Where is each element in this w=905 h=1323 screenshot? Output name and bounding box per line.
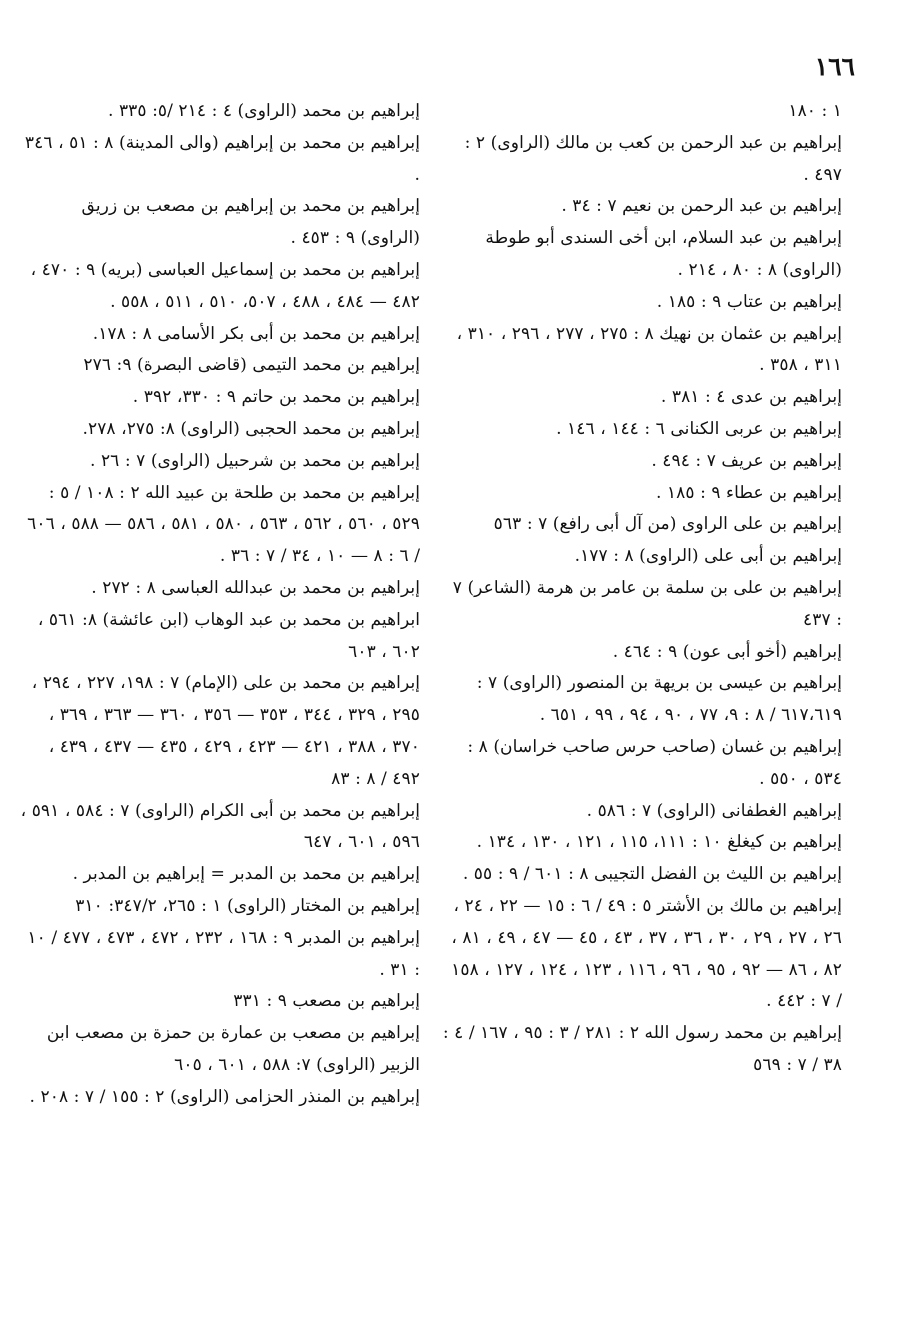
index-entry: إبراهيم بن أبى على (الراوى) ٨ : ١٧٧.	[574, 546, 842, 567]
index-entry: إبراهيم بن محمد بن إسماعيل العباسى (بريه) ٩ : ٤٧٠ ، ٤٨٢ — ٤٨٤ ، ٤٨٨ ، ٥٠٧، ٥١٠ ، ٥١١ ، ٥٥٨ .	[30, 259, 420, 312]
index-entry: إبراهيم بن عثمان بن نهيك ٨ : ٢٧٥ ، ٢٧٧ ، ٢٩٦ ، ٣١٠ ، ٣١١ ، ٣٥٨ .	[456, 323, 842, 376]
index-entry: إبراهيم بن المنذر الحزامى (الراوى) ٢ : ١٥٥ / ٧ : ٢٠٨ .	[29, 1086, 420, 1107]
index-entry: إبراهيم بن محمد بن المدبر = إبراهيم بن المدبر .	[72, 864, 420, 885]
index-entry: إبراهيم بن محمد بن طلحة بن عبيد الله ٢ : ١٠٨ / ٥ : ٥٢٩ ، ٥٦٠ ، ٥٦٢ ، ٥٦٣ ، ٥٨٠ ، ٥٨١ ، ٥٨٦ — ٥٨٨ ، ٦٠٦ / ٦ : ٨ — ١٠ ، ٣٤ / ٧ : ٣٦ .	[27, 482, 420, 567]
index-entry: إبراهيم بن محمد بن أبى الكرام (الراوى) ٧ : ٥٨٤ ، ٥٩١ ، ٥٩٦ ، ٦٠١ ، ٦٤٧	[20, 800, 420, 853]
index-entry: إبراهيم بن محمد التيمى (قاضى البصرة) ٩: ٢٧٦	[83, 355, 420, 376]
index-entry: إبراهيم بن على الراوى (من آل أبى رافع) ٧ : ٥٦٣	[493, 514, 842, 535]
index-column-left	[20, 96, 420, 1114]
index-entry: إبراهيم بن محمد رسول الله ٢ : ٢٨١ / ٣ : ٩٥ ، ١٦٧ / ٤ : ٣٨ / ٧ : ٥٦٩	[442, 1023, 842, 1075]
index-entry: إبراهيم بن عريف ٧ : ٤٩٤ .	[651, 450, 842, 471]
index-entry: إبراهيم بن كيغلغ ١٠ : ١١١، ١١٥ ، ١٢١ ، ١٣٠ ، ١٣٤ .	[476, 832, 842, 853]
index-entry: إبراهيم بن محمد بن على (الإمام) ٧ : ١٩٨، ٢٢٧ ، ٢٩٤ ، ٢٩٥ ، ٣٢٩ ، ٣٤٤ ، ٣٥٣ — ٣٥٦ ، ٣٦٠ — ٣٦٣ ، ٣٦٩ ، ٣٧٠ ، ٣٨٨ ، ٤٢١ — ٤٢٣ ، ٤٢٩ ، ٤٣٥ — ٤٣٧ ، ٤٣٩ ، ٤٩٢ / ٨ : ٨٣	[31, 673, 420, 789]
index-entry: ١ : ١٨٠	[788, 101, 842, 121]
index-entry: إبراهيم بن محمد بن حاتم ٩ : ٣٣٠، ٣٩٢ .	[132, 387, 420, 408]
index-entry: إبراهيم بن محمد بن شرحبيل (الراوى) ٧ : ٢٦ .	[90, 450, 420, 471]
index-entry: إبراهيم بن على بن سلمة بن عامر بن هرمة (الشاعر) ٧ : ٤٣٧	[452, 577, 842, 630]
index-entry: إبراهيم بن محمد (الراوى) ٤ : ٢١٤ /٥: ٣٣٥ .	[108, 101, 420, 121]
index-entry: إبراهيم بن محمد بن إبراهيم بن مصعب بن زريق (الراوى) ٩ : ٤٥٣ .	[81, 196, 420, 249]
index-entry: إبراهيم بن عربى الكنانى ٦ : ١٤٤ ، ١٤٦ .	[556, 418, 842, 439]
index-entry: إبراهيم بن الليث بن الفضل التجيبى ٨ : ٦٠١ / ٩ : ٥٥ .	[462, 864, 842, 885]
index-entry: إبراهيم بن محمد بن أبى بكر الأسامى ٨ : ١٧٨.	[92, 323, 420, 344]
index-entry: إبراهيم بن عتاب ٩ : ١٨٥ .	[656, 291, 842, 312]
index-entry: إبراهيم بن المختار (الراوى) ١ : ٢٦٥، ٣٤٧/٢: ٣١٠	[75, 895, 420, 916]
index-entry: إبراهيم بن عبد الرحمن بن نعيم ٧ : ٣٤ .	[561, 196, 842, 217]
page-number: ١٦٦	[814, 52, 855, 81]
index-column-right	[442, 96, 842, 1082]
index-entry: إبراهيم بن عطاء ٩ : ١٨٥ .	[655, 482, 842, 503]
index-entry: إبراهيم بن محمد بن عبدالله العباسى ٨ : ٢٧٢ .	[91, 577, 420, 598]
index-entry: إبراهيم بن عدى ٤ : ٣٨١ .	[660, 387, 842, 408]
index-entry: إبراهيم بن مصعب بن عمارة بن حمزة بن مصعب ابن الزبير (الراوى) ٧: ٥٨٨ ، ٦٠١ ، ٦٠٥	[46, 1023, 420, 1075]
index-entry: ابراهيم بن محمد بن عبد الوهاب (ابن عائشة) ٨: ٥٦١ ، ٦٠٢ ، ٦٠٣	[37, 609, 420, 662]
index-entry: إبراهيم بن غسان (صاحب حرس صاحب خراسان) ٨ : ٥٣٤ ، ٥٥٠ .	[467, 736, 842, 789]
index-entry: إبراهيم الغطفانى (الراوى) ٧ : ٥٨٦ .	[586, 800, 842, 821]
index-entry: إبراهيم بن محمد بن إبراهيم (والى المدينة) ٨ : ٥١ ، ٣٤٦ .	[24, 132, 420, 185]
index-entry: إبراهيم بن محمد الحجبى (الراوى) ٨: ٢٧٥، ٢٧٨.	[82, 418, 420, 439]
index-entry: إبراهيم بن عبد السلام، ابن أخى السندى أبو طوطة (الراوى) ٨ : ٨٠ ، ٢١٤ .	[485, 228, 842, 280]
index-entry: إبراهيم بن مالك بن الأشتر ٥ : ٤٩ / ٦ : ١٥ — ٢٢ ، ٢٤ ، ٢٦ ، ٢٧ ، ٢٩ ، ٣٠ ، ٣٦ ، ٣٧ ، ٤٣ ، ٤٥ — ٤٧ ، ٤٩ ، ٨١ ، ٨٢ ، ٨٦ — ٩٢ ، ٩٥ ، ٩٦ ، ١١٦ ، ١٢٣ ، ١٢٤ ، ١٢٧ ، ١٥٨ / ٧ : ٤٤٢ .	[451, 895, 842, 1012]
index-entry: إبراهيم (أخو أبى عون) ٩ : ٤٦٤ .	[612, 641, 842, 662]
index-entry: إبراهيم بن المدبر ٩ : ١٦٨ ، ٢٣٢ ، ٤٧٢ ، ٤٧٣ ، ٤٧٧ / ١٠ : ٣١ .	[27, 927, 420, 980]
index-entry: إبراهيم بن مصعب ٩ : ٣٣١	[233, 991, 420, 1012]
index-entry: إبراهيم بن عبد الرحمن بن كعب بن مالك (الراوى) ٢ : ٤٩٧ .	[464, 132, 842, 185]
index-entry: إبراهيم بن عيسى بن بريهة بن المنصور (الراوى) ٧ : ٦١٧،٦١٩ / ٨ : ٩، ٧٧ ، ٩٠ ، ٩٤ ، ٩٩ ، ٦٥١ .	[476, 673, 842, 726]
